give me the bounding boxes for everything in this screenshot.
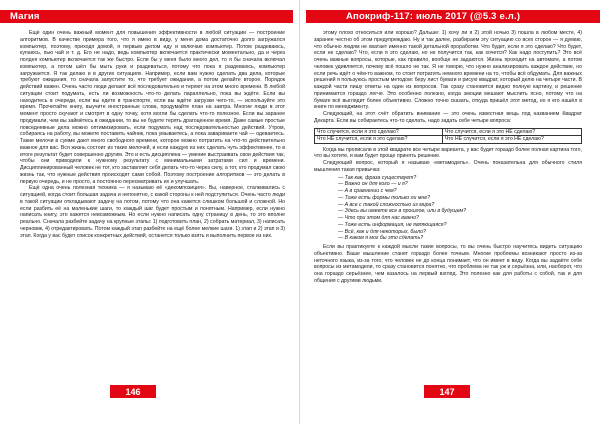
table-cell: Что случится, если я это НЕ сделаю? <box>442 128 581 136</box>
section-title: Магия <box>10 11 40 22</box>
list-item: — В каком я мог бы это сделать? <box>338 235 582 242</box>
table-cell: Что НЕ случится, если я это сделаю? <box>315 136 443 144</box>
paragraph: этому плохо относиться или хорошо? Дальше: 1) хочу ли я 2) этой ночью 3) пошла в любом месте, 4) заранее честно об этом предупреждаю. Ну и так далее, разбираем эту ситуацию со всех сторон — я думаю, что обычно людям не хватает именно такой детальной проработки. Что будет, если я это сделаю? Что будет, если не сделаю? Что, если я это сделаю, но не получится так, как хочется? Как надо поступить? Это всё очень важные вопросы, которые, как правило, вообще не задаются. Жизнь проходит на автомате, а потом человек удивляется, почему всё пошло не так. Я не говорю, что нужно анализировать каждое действие, но если речь идёт о чём-то важном, то стоит потратить немного времени на то, чтобы всё обдумать. Для важных решений я пользуюсь простым методом: беру лист бумаги и рисую квадрат, который делю на четыре части. В каждой части пишу ответы на один из вопросов. Так сразу становится видно полную картину, и решение принимается гораздо легче. Это особенно полезно, когда эмоции мешают мыслить ясно, потому что на бумаге всё выглядит более объективно. Сложно точно сказать, откуда пришёл этот метод, но я его нашёл в книге по менеджменту. <box>314 30 582 111</box>
left-page-header <box>0 10 293 23</box>
paragraph: Ещё один очень важный момент для повышения эффективности в любой ситуации — построение алгоритмов. В качестве примера того, что я имею в виду, у меня дома достаточно долго загружался компьютер, поэтому, приходя домой, я первым делом иду и включаю компьютер. Потом раздеваюсь, купаюсь, пью чай и т. д. Его не надо, ведь компьютер включается практически моментально, да и через полдня компьютер включается так же быстро. Если бы у меня было много дел, то я бы сначала включал компьютер, а потом шёл бы мыть руки и раздеваться, потому что пока я раздеваюсь, компьютер загружается. Я так делаю и в других ситуациях. Например, если вам нужно сделать два дела, которые требуют ожидания, то сначала запустите то, что требует ожидания, а потом делайте второе. Порядок действий важен. Очень часто люди делают всё последовательно и теряют на этом много времени. В любой ситуации стоит подумать, есть ли возможность что-то делать параллельно, пока вы ждёте. Если вы находитесь в очереди, если вы едете в транспорте, если вы ждёте загрузки чего-то, — используйте это время. Прочитайте книгу, выучите иностранные слова, продумайте план на завтра. Многие люди в этот момент просто скучают и смотрят в одну точку, хотя могли бы сделать что-то полезное. Если вы заранее продумали, чем вы займётесь в ожидании, то вы не будете терять драгоценное время. Даже самые простые повседневные дела можно оптимизировать, если подумать над последовательностью действий. Утром, собираясь на работу, вы можете поставить чайник, пока умываетесь, а пока завариваете чай — одеваетесь. Такие мелочи в сумме дают много свободного времени, которое можно потратить на что-то действительно важное для вас. Вся жизнь состоит из таких мелочей, и если каждую из них сделать чуть эффективнее, то в итоге результат будет совершенно другим. Это и есть дисциплина — умение выстраивать свои действия так, чтобы они приводили к нужному результату с минимальными затратами сил и времени. Дисциплинированный человек не тот, кто заставляет себя делать что-то через силу, а тот, кто продумал свою жизнь так, что нужные действия происходят сами собой. Поэтому построение алгоритмов — это делать в первую очередь, и не просто, а постоянно пересматривать их и улучшать. <box>20 30 285 185</box>
list-item: — Так как, фраза существует? <box>338 175 582 182</box>
paragraph: Когда вы прописали в этой квадрате все четыре варианта, у вас будет гораздо более полная картина того, что вы хотите, и вам будет проще принять решение. <box>314 146 582 160</box>
list-item: — Тоже есть информация, не являющаяся? <box>338 222 582 229</box>
left-page-footer <box>110 385 156 398</box>
question-list <box>314 175 582 243</box>
table-cell: Что случится, если я это сделаю? <box>315 128 443 136</box>
paragraph: Если вы практикуете к каждой мысли такие вопросы, то вы очень быстро научитесь видеть ситуацию объективно. Ваше мышление станет гораздо более точным. Многие проблемы возникают просто из-за неточного языка, из-за того, что человек не до конца понимает, что он имеет в виду. Когда вы задаёте себе вопросы из метамодели, то сразу становится понятно, что проблема не так уж и серьёзна, или, наоборот, что она гораздо серьёзнее, чем казалось на первый взгляд. Это полезно как для работы с собой, так и для общения с другими людьми. <box>314 244 582 284</box>
list-item: — Всё, как и для некоторых, было? <box>338 229 582 236</box>
issue-title: Апокриф-117: июль 2017 (@5.3 е.л.) <box>346 11 521 22</box>
table-row <box>315 128 582 136</box>
paragraph: Следующий вопрос, который я называю «метамодель». Очень показательна для обычного стиля мышления такая привычка: <box>314 160 582 173</box>
page-number: 146 <box>125 386 141 397</box>
descartes-square-table <box>314 128 582 144</box>
page-number: 147 <box>439 386 455 397</box>
list-item: — А все с такой сложностью из мира? <box>338 202 582 209</box>
paragraph: Следующий, на этот счёт обратить внимание — это очень известная вещь под названием Квадрат Декарта. Если вы собираетесь что-то сделать, надо задать себе четыре вопроса: <box>314 111 582 124</box>
left-page-body <box>20 30 285 380</box>
right-page-footer <box>424 385 470 398</box>
list-item: — А в сравнении с чем? <box>338 188 582 195</box>
paragraph: Ещё одна очень полезная техника — я называю её «декомпозиция». Вы, наверное, сталкивались с ситуацией, когда стоит большая задача и непонятно, с какой стороны к ней подступиться. Очень часто люди в такой ситуации откладывают задачу на потом, потому что она кажется слишком большой и сложной. Но если разбить её на маленькие шаги, то каждый шаг будет простым и понятным. Например, если нужно написать книгу, это кажется невозможным. Но если нужно написать одну страницу в день, то это вполне реально. Сначала разбейте задачу на крупные этапы: 1) подготовить план, 2) собрать материал, 3) написать черновик, 4) отредактировать. Потом каждый этап разбейте на ещё более мелкие шаги. 1) этап и 2) этап и 3) этап. Когда у вас будет список конкретных действий, останется только взять и выполнить первое из них. <box>20 185 285 239</box>
right-page-header <box>306 10 600 23</box>
right-page <box>300 0 600 424</box>
right-page-body <box>314 30 582 380</box>
table-row <box>315 136 582 144</box>
list-item: — Тоже есть формы только ли мне? <box>338 195 582 202</box>
list-item: — Здесь вы имеете все в прошлое, или в будущем? <box>338 208 582 215</box>
list-item: — Что при этом для нас важно? <box>338 215 582 222</box>
table-cell: Что НЕ случится, если я это НЕ сделаю? <box>442 136 581 144</box>
list-item: — Важно он для кого — и я? <box>338 181 582 188</box>
